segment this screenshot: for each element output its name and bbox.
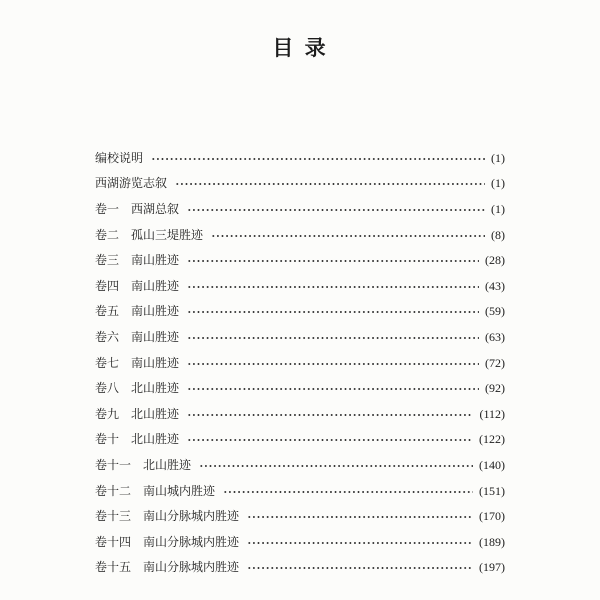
- dot-leader: [187, 336, 479, 340]
- toc-volume-number: 卷二: [95, 227, 120, 242]
- toc-entry: [95, 401, 505, 427]
- toc-volume-number: 卷一: [95, 201, 120, 216]
- dot-leader: [187, 387, 479, 391]
- toc-volume-number: 卷十四: [95, 534, 132, 549]
- dot-leader: [211, 234, 485, 238]
- dot-leader: [151, 157, 485, 161]
- toc-entry-title: 北山胜迹: [131, 406, 180, 421]
- toc-volume-number: 卷五: [95, 304, 120, 319]
- toc-entry-title: 北山胜迹: [131, 432, 180, 447]
- toc-volume-number: 卷四: [95, 278, 120, 293]
- toc-entry: [95, 247, 505, 273]
- toc-entry-title: 孤山三堤胜迹: [131, 227, 204, 242]
- toc-page-number: (8): [491, 227, 505, 242]
- toc-page-number: (63): [485, 329, 505, 344]
- toc-entry: [95, 478, 505, 504]
- toc-page-number: (170): [479, 509, 505, 524]
- dot-leader: [187, 208, 485, 212]
- toc-entry-title: 南山分脉城内胜迹: [143, 534, 240, 549]
- toc-volume-number: 卷六: [95, 329, 120, 344]
- toc-page-number: (92): [485, 381, 505, 396]
- toc-volume-number: 卷十一: [95, 457, 132, 472]
- toc-entry-title: 西湖总叙: [131, 201, 180, 216]
- toc-page-number: (72): [485, 355, 505, 370]
- dot-leader: [187, 310, 479, 314]
- toc-page-number: (43): [485, 278, 505, 293]
- dot-leader: [247, 541, 473, 545]
- toc-volume-number: 卷三: [95, 253, 120, 268]
- toc-page-number: (28): [485, 253, 505, 268]
- toc-entry: [95, 427, 505, 453]
- toc-entry-title: 南山分脉城内胜迹: [143, 560, 240, 575]
- toc-entry: [95, 555, 505, 581]
- dot-leader: [187, 259, 479, 263]
- toc-volume-number: 卷十二: [95, 483, 132, 498]
- toc-entry-title: 南山胜迹: [131, 329, 180, 344]
- toc-entry-title: 北山胜迹: [143, 457, 192, 472]
- toc-page-number: (197): [479, 560, 505, 575]
- page-title: 目 录: [272, 35, 328, 60]
- dot-leader: [175, 182, 485, 186]
- toc-entry-title: 南山胜迹: [131, 355, 180, 370]
- toc-entry: [95, 299, 505, 325]
- toc-entry-title: 南山胜迹: [131, 304, 180, 319]
- toc-volume-number: 卷十三: [95, 509, 132, 524]
- toc-entry: [95, 171, 505, 197]
- toc-page-number: (151): [479, 483, 505, 498]
- dot-leader: [187, 413, 473, 417]
- toc-volume-number: 卷七: [95, 355, 120, 370]
- toc-volume-number: 卷十五: [95, 560, 132, 575]
- toc-volume-number: 卷九: [95, 406, 120, 421]
- toc-entry: [95, 452, 505, 478]
- toc-page-number: (189): [479, 534, 505, 549]
- toc-volume-number: 卷十: [95, 432, 120, 447]
- toc-entry: [95, 145, 505, 171]
- toc-page-number: (1): [491, 150, 505, 165]
- toc-entry: [95, 350, 505, 376]
- toc-entry: [95, 324, 505, 350]
- dot-leader: [199, 464, 473, 468]
- dot-leader: [187, 438, 473, 442]
- toc-page-number: (122): [479, 432, 505, 447]
- toc-page-number: (1): [491, 176, 505, 191]
- toc-entry: [95, 375, 505, 401]
- toc-entry-title: 南山分脉城内胜迹: [143, 509, 240, 524]
- toc-entry-title: 南山胜迹: [131, 253, 180, 268]
- toc-entry: [95, 529, 505, 555]
- toc-page-number: (112): [479, 406, 505, 421]
- toc-page-number: (59): [485, 304, 505, 319]
- toc-entry-title: 南山胜迹: [131, 278, 180, 293]
- toc-entry: [95, 503, 505, 529]
- dot-leader: [223, 490, 473, 494]
- toc-entry-title: 南山城内胜迹: [143, 483, 216, 498]
- toc-entry: [95, 222, 505, 248]
- toc-entry-title: 编校说明: [95, 150, 144, 165]
- toc-entry-title: 西湖游览志叙: [95, 176, 168, 191]
- dot-leader: [247, 566, 473, 570]
- toc-page-number: (140): [479, 457, 505, 472]
- table-of-contents: [95, 145, 505, 580]
- toc-entry: [95, 273, 505, 299]
- toc-page-number: (1): [491, 201, 505, 216]
- dot-leader: [187, 362, 479, 366]
- toc-entry-title: 北山胜迹: [131, 381, 180, 396]
- dot-leader: [247, 515, 473, 519]
- toc-entry: [95, 196, 505, 222]
- toc-volume-number: 卷八: [95, 381, 120, 396]
- dot-leader: [187, 285, 479, 289]
